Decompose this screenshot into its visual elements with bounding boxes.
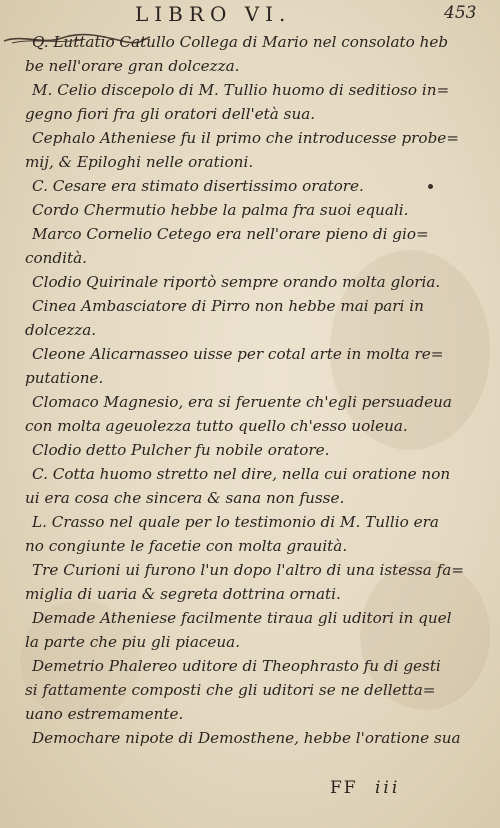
text-line: Demochare nipote di Demosthene, hebbe l'oratione sua — [32, 729, 461, 747]
entry-catullo — [0, 30, 470, 78]
entry-celio — [0, 78, 470, 126]
text-line: L. Crasso nel quale per lo testimonio di M. Tullio era — [32, 513, 439, 531]
text-line: no congiunte le facetie con molta grauità. — [25, 537, 348, 555]
text-line: Clomaco Magnesio, era si feruente ch'egli persuadeua — [32, 393, 452, 411]
entry-demetrio — [0, 654, 470, 726]
ink-dot — [428, 184, 433, 189]
text-line: uano estremamente. — [25, 705, 184, 723]
entry-cordo — [0, 198, 470, 222]
text-line: putatione. — [25, 369, 104, 387]
text-line: be nell'orare gran dolcezza. — [25, 57, 240, 75]
text-line: Demade Atheniese facilmente tiraua gli uditori in quel — [32, 609, 452, 627]
text-line: ui era cosa che sincera & sana non fusse. — [25, 489, 345, 507]
page-header — [0, 2, 500, 26]
page-number: 453 — [444, 3, 477, 23]
entry-curioni — [0, 558, 470, 606]
text-line: con molta ageuolezza tutto quello ch'esso uoleua. — [25, 417, 408, 435]
entry-clodio-pulcher — [0, 438, 470, 462]
entry-demochare — [0, 726, 470, 750]
entry-cephalo — [0, 126, 470, 174]
text-line: Marco Cornelio Cetego era nell'orare pieno di gio= — [32, 225, 429, 243]
entry-cleone — [0, 342, 470, 390]
running-title: LIBRO VI. — [135, 2, 292, 26]
text-line: Tre Curioni ui furono l'un dopo l'altro di una istessa fa= — [32, 561, 465, 579]
entry-cinea — [0, 294, 470, 342]
entry-cetego — [0, 222, 470, 270]
text-line: Cinea Ambasciatore di Pirro non hebbe mai pari in — [32, 297, 424, 315]
entry-cotta — [0, 462, 470, 510]
entry-clomaco — [0, 390, 470, 438]
text-line: Clodio Quirinale riportò sempre orando molta gloria. — [32, 273, 441, 291]
text-line: M. Celio discepolo di M. Tullio huomo di seditioso in= — [32, 81, 450, 99]
text-line: condità. — [25, 249, 87, 267]
text-line: gegno fiori fra gli oratori dell'età sua. — [25, 105, 316, 123]
signature-number: iii — [375, 778, 401, 798]
text-line: Q. Luttatio Catullo Collega di Mario nel consolato heb — [32, 33, 449, 51]
text-line: miglia di uaria & segreta dottrina ornati. — [25, 585, 341, 603]
text-line: si fattamente composti che gli uditori se ne delletta= — [25, 681, 436, 699]
text-line: Clodio detto Pulcher fu nobile oratore. — [32, 441, 330, 459]
entry-crasso — [0, 510, 470, 558]
entry-demade — [0, 606, 470, 654]
entry-clodio-quirinale — [0, 270, 470, 294]
signature-mark — [330, 778, 401, 798]
text-line: Cephalo Atheniese fu il primo che introducesse probe= — [32, 129, 459, 147]
entry-cesare — [0, 174, 470, 198]
text-line: mij, & Epiloghi nelle orationi. — [25, 153, 254, 171]
text-line: Demetrio Phalereo uditore di Theophrasto fu di gesti — [32, 657, 441, 675]
text-line: Cleone Alicarnasseo uisse per cotal arte in molta re= — [32, 345, 444, 363]
text-line: dolcezza. — [25, 321, 97, 339]
text-line: la parte che piu gli piaceua. — [25, 633, 241, 651]
text-line: Cordo Chermutio hebbe la palma fra suoi equali. — [32, 201, 409, 219]
text-line: C. Cesare era stimato disertissimo oratore. — [32, 177, 364, 195]
signature-letters: FF — [330, 778, 358, 798]
text-line: C. Cotta huomo stretto nel dire, nella cui oratione non — [32, 465, 451, 483]
